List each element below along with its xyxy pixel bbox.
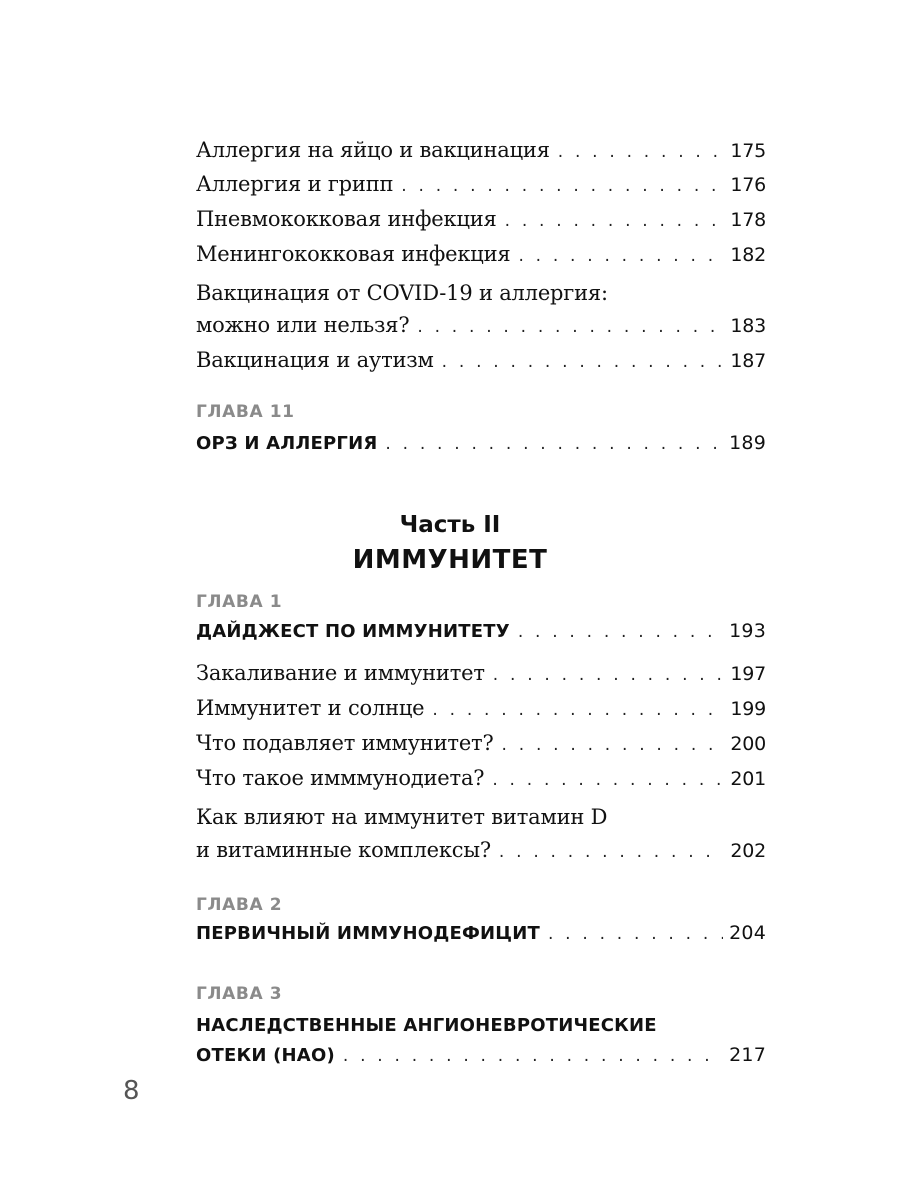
dot-leader [343,1046,723,1066]
dot-leader [401,176,724,196]
toc-entry-title: Что подавляет иммунитет? [196,731,494,755]
toc-entry-page: 200 [730,733,766,755]
toc-entry-page: 175 [730,140,766,162]
toc-entry-suppresses[interactable] [196,731,766,763]
chapter-11-label: ГЛАВА 11 [196,402,295,422]
toc-entry-page: 199 [730,698,766,720]
toc-entry-egg-allergy[interactable] [196,138,766,170]
chapter-3-label: ГЛАВА 3 [196,984,283,1004]
toc-chapter-title: ОРЗ И АЛЛЕРГИЯ [196,433,378,454]
dot-leader [502,735,725,755]
toc-entry-page: 189 [729,432,766,454]
toc-entry-page: 183 [730,315,766,337]
dot-leader [385,434,723,454]
chapter-1-label: ГЛАВА 1 [196,592,283,612]
toc-entry-immunodiet[interactable] [196,766,766,798]
toc-entry-page: 201 [730,768,766,790]
part-title: ИММУНИТЕТ [352,545,548,575]
toc-chapter-11[interactable] [196,432,766,464]
dot-leader [548,924,723,944]
toc-chapter-3-line1[interactable]: НАСЛЕДСТВЕННЫЕ АНГИОНЕВРОТИЧЕСКИЕ [196,1015,657,1036]
toc-entry-vitamin[interactable] [196,838,766,870]
chapter-2-label: ГЛАВА 2 [196,895,283,915]
toc-entry-page: 202 [730,840,766,862]
toc-entry-pneumococcal[interactable] [196,207,766,239]
toc-entry-meningococcal[interactable] [196,242,766,274]
toc-entry-title: Аллергия и грипп [196,172,394,196]
dot-leader [518,246,724,266]
toc-entry-title: и витаминные комплексы? [196,838,491,862]
toc-entry-page: 217 [729,1044,766,1066]
toc-chapter-title: ОТЕКИ (НАО) [196,1045,335,1066]
toc-entry-page: 182 [730,244,766,266]
toc-entry-autism[interactable] [196,348,766,380]
dot-leader [492,770,724,790]
dot-leader [505,211,725,231]
toc-entry-page: 204 [729,922,766,944]
toc-entry-title: Пневмококковая инфекция [196,207,497,231]
dot-leader [442,352,725,372]
toc-entry-covid[interactable] [196,313,766,345]
dot-leader [518,622,723,642]
toc-entry-page: 197 [730,663,766,685]
toc-entry-page: 193 [729,620,766,642]
toc-chapter-3[interactable] [196,1044,766,1076]
toc-entry-title: Иммунитет и солнце [196,696,425,720]
dot-leader [493,665,725,685]
toc-entry-page: 178 [730,209,766,231]
toc-entry-title: Что такое имммунодиета? [196,766,485,790]
toc-entry-flu-allergy[interactable] [196,172,766,204]
toc-chapter-title: ПЕРВИЧНЫЙ ИММУНОДЕФИЦИТ [196,923,540,944]
page-number: 8 [123,1076,140,1106]
dot-leader [432,700,724,720]
toc-entry-sun[interactable] [196,696,766,728]
toc-chapter-title: ДАЙДЖЕСТ ПО ИММУНИТЕТУ [196,621,510,642]
toc-entry-hardening[interactable] [196,661,766,693]
dot-leader [417,317,724,337]
toc-chapter-1[interactable] [196,620,766,652]
toc-entry-page: 187 [730,350,766,372]
toc-entry-title: Аллергия на яйцо и вакцинация [196,138,550,162]
part-label: Часть II [399,512,501,538]
toc-entry-vitamin-line1[interactable]: Как влияют на иммунитет витамин D [196,805,608,829]
toc-entry-page: 176 [730,174,766,196]
dot-leader [499,842,724,862]
toc-chapter-2[interactable] [196,922,766,954]
toc-entry-title: Вакцинация и аутизм [196,348,434,372]
toc-entry-covid-line1[interactable]: Вакцинация от COVID-19 и аллергия: [196,281,608,305]
toc-entry-title: Менингококковая инфекция [196,242,511,266]
toc-entry-title: Закаливание и иммунитет [196,661,485,685]
toc-entry-title: можно или нельзя? [196,313,410,337]
dot-leader [558,142,725,162]
